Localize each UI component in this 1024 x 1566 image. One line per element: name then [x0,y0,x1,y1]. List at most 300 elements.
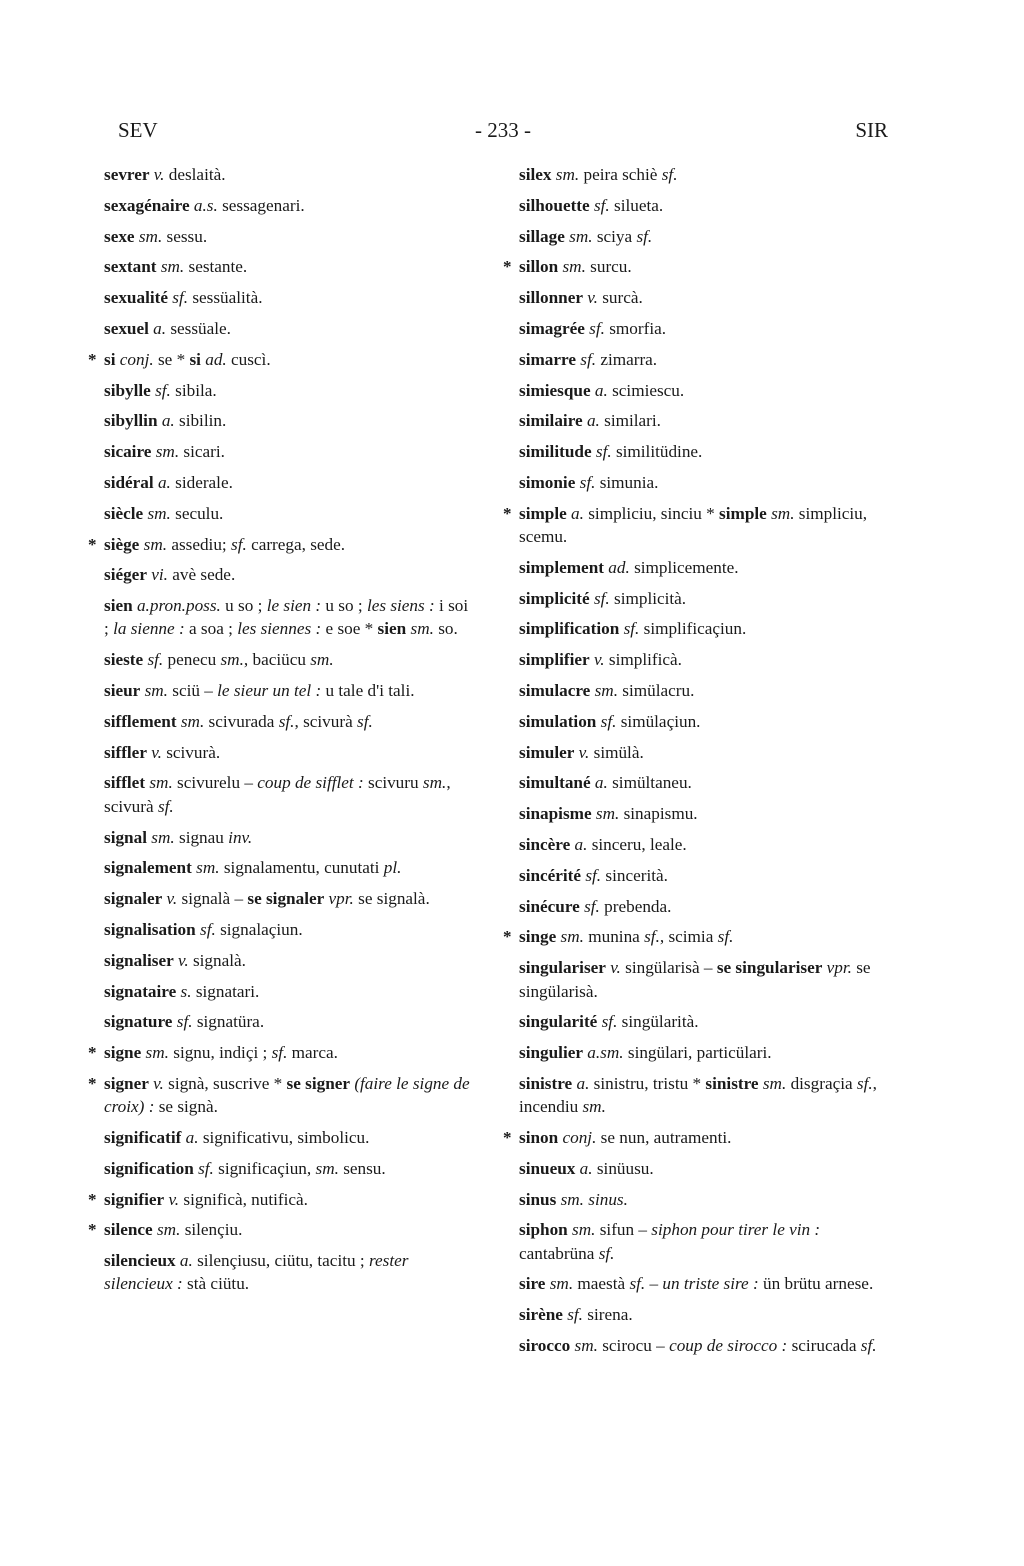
grammar-label: a. [590,773,608,793]
headword: sinon [519,1128,559,1147]
grammar-label: rester silencieux : [104,1251,409,1294]
dictionary-entry [503,679,895,702]
headword: sien [377,619,407,639]
translation-text: signu, indiçi ; [168,1043,272,1063]
translation-text: surcà. [597,288,643,308]
translation-text: singülari, particülari. [623,1043,772,1063]
headword: sifflement [104,711,177,731]
headword: simulacre [519,681,591,701]
dictionary-entry [503,617,895,640]
headword: sieste [104,650,144,670]
translation-text: avè sede. [167,565,236,585]
headword: sibylle [104,380,151,400]
grammar-label: sf. [581,865,602,885]
translation-text: scivurelu – [172,773,258,793]
grammar-label: sf. [636,226,653,246]
dictionary-entry [88,679,480,702]
grammar-label: sf. [357,711,373,731]
grammar-label: v. [149,165,165,184]
dictionary-entry [88,1010,480,1033]
translation-text: simültaneu. [607,773,692,793]
translation-text: sestante. [184,257,248,277]
headword: simplification [519,619,620,639]
dictionary-entry [503,1272,895,1295]
dictionary-entry [88,348,480,371]
dictionary-entry [503,1126,895,1149]
grammar-label: sm. [556,927,584,947]
grammar-label: inv. [228,827,253,847]
translation-text: cantabrüna [519,1243,599,1263]
headword: sire [519,1274,546,1294]
translation-text: simpliciu, sinciu * [583,503,720,523]
grammar-label: (faire le signe de croix) : [104,1073,470,1117]
headword: se signaler [247,889,325,909]
translation-text: so. [433,619,458,639]
translation-text: sensu. [338,1158,386,1178]
header-right-guideword: SIR [855,118,888,142]
dictionary-entry [503,502,895,549]
header-left-guideword: SEV [118,118,158,142]
grammar-label: a. [153,472,171,492]
translation-text: se nun, autramenti. [596,1128,732,1147]
grammar-label: sm. [406,619,434,639]
asterisk-marker: * [88,1073,97,1093]
translation-text: simplificà. [604,650,682,670]
grammar-label: vpr. [324,889,354,909]
grammar-label: sf. [143,650,164,670]
translation-text: ün brütu arnese. [758,1274,874,1294]
dictionary-entry [88,409,480,432]
grammar-label: sf. [629,1274,646,1294]
dictionary-entry [503,802,895,825]
translation-text: signau [174,827,229,847]
grammar-label: v. [146,742,162,762]
headword: sirocco [519,1336,571,1356]
dictionary-entry [503,1218,895,1265]
dictionary-entry [88,471,480,494]
translation-text: sinüusu. [592,1158,654,1178]
translation-text: scivuru [363,773,423,793]
translation-text: sibilin. [174,411,227,431]
grammar-label: les siens : [366,596,435,616]
grammar-label: sm. [151,442,180,462]
dictionary-entry [503,286,895,309]
asterisk-marker: * [88,1189,97,1209]
translation-text: sinapismu. [619,804,698,824]
dictionary-entry [88,1218,480,1241]
headword: simonie [519,472,576,492]
headword: singulariser [519,958,606,978]
translation-text: significà, nutificà. [179,1189,308,1209]
grammar-label: sm. [310,650,334,670]
translation-text: assediu; [167,534,231,554]
grammar-label: a. [181,1128,199,1147]
headword: simplement [519,557,604,577]
translation-text: – [645,1274,663,1294]
left-column [88,163,480,1303]
grammar-label: a. [566,503,584,523]
grammar-label: sm. sinus. [556,1189,628,1209]
grammar-label: a. [157,411,175,431]
translation-text: scirucada [787,1336,861,1356]
dictionary-entry [503,255,895,278]
dictionary-entry [503,194,895,217]
right-column [503,163,895,1365]
headword: siècle [104,503,144,523]
dictionary-entry [88,1126,480,1149]
translation-text: sibila. [170,380,217,400]
headword: siéger [104,565,147,585]
translation-text: marca. [287,1043,338,1063]
translation-text: u tale d'i tali. [321,681,415,701]
translation-text: sessagenari. [217,195,305,215]
translation-text: , incendiu [519,1073,877,1117]
grammar-label: sm. [766,503,795,523]
translation-text: simpliciu, scemu. [519,503,868,547]
grammar-label: sm. [139,534,168,554]
grammar-label: sf. [562,1305,583,1325]
dictionary-entry [88,771,480,818]
dictionary-entry [88,1157,480,1180]
grammar-label: sf. [589,588,610,608]
translation-text: sifun – [595,1220,652,1240]
headword: similaire [519,411,583,431]
headword: si [104,349,116,369]
translation-text: simplicità. [609,588,687,608]
grammar-label: siphon pour tirer le vin : [651,1220,821,1240]
grammar-label: a. [575,1158,593,1178]
dictionary-entry [503,833,895,856]
grammar-label: sf. [856,1073,873,1093]
translation-text: significaçiun, [213,1158,316,1178]
headword: simplicité [519,588,590,608]
translation-text: significativu, simbolicu. [198,1128,370,1147]
grammar-label: v. [173,950,189,970]
headword: sextant [104,257,157,277]
grammar-label: v. [162,889,178,909]
translation-text: u so ; [220,596,267,616]
grammar-label: a.s. [189,195,218,215]
dictionary-entry [88,317,480,340]
grammar-label: sm. [143,503,171,523]
grammar-label: v. [164,1189,180,1209]
headword: signaliser [104,950,174,970]
dictionary-entry [503,771,895,794]
grammar-label: sf. [591,442,612,462]
translation-text: signà, suscrive * [163,1073,287,1093]
grammar-label: v. [589,650,605,670]
grammar-label: sf. [644,927,660,947]
translation-text: siderale. [170,472,233,492]
dictionary-entry [88,648,480,671]
grammar-label: sf. [231,534,247,554]
dictionary-entry [503,864,895,887]
headword: simultané [519,773,591,793]
headword: simplifier [519,650,590,670]
grammar-label: coup de sirocco : [669,1336,788,1356]
dictionary-entry [503,440,895,463]
headword: sibyllin [104,411,158,431]
grammar-label: sm. [567,1220,596,1240]
grammar-label: sm. [220,650,244,670]
grammar-label: sf. [584,318,605,338]
grammar-label: sf. [271,1043,288,1063]
dictionary-entry [88,1041,480,1064]
headword: sexuel [104,318,149,338]
translation-text: sessu. [162,226,208,246]
headword: siphon [519,1220,568,1240]
headword: sidéral [104,472,154,492]
page-number: - 233 - [475,118,531,142]
headword: sexualité [104,288,168,308]
grammar-label: sm. [147,827,175,847]
translation-text: se signà. [154,1097,218,1117]
translation-text: penecu [163,650,221,670]
dictionary-entry [503,587,895,610]
headword: sinécure [519,896,580,916]
dictionary-entry [88,379,480,402]
grammar-label: a. [582,411,600,431]
grammar-label: a. [570,835,588,855]
translation-text: e soe * [321,619,378,639]
dictionary-entry [503,648,895,671]
headword: sinistre [519,1073,573,1093]
grammar-label: sm. [551,165,580,184]
translation-text: zimarra. [596,349,658,369]
dictionary-entry [503,956,895,1003]
translation-text: surcu. [585,257,632,277]
translation-text: cuscì. [226,349,271,369]
grammar-label: sm. [141,1043,169,1063]
grammar-label: conj. [115,349,154,369]
grammar-label: sm. [558,257,586,277]
headword: sinapisme [519,804,592,824]
headword: sincérité [519,865,582,885]
translation-text: simülaçiun. [616,711,701,731]
dictionary-entry [503,348,895,371]
headword: signer [104,1073,149,1093]
dictionary-entry [88,1249,480,1296]
asterisk-marker: * [88,349,97,369]
headword: simiesque [519,380,591,400]
grammar-label: sm. [591,804,620,824]
grammar-label: sf. [167,288,189,308]
headword: sirène [519,1305,563,1325]
dictionary-entry [88,163,480,186]
headword: simuler [519,742,575,762]
grammar-label: sf. [575,349,597,369]
grammar-label: a. [590,380,608,400]
dictionary-entry [503,1010,895,1033]
headword: sincère [519,835,571,855]
grammar-label: sf. [150,380,171,400]
dictionary-entry [88,440,480,463]
dictionary-entry [503,1157,895,1180]
dictionary-entry [88,563,480,586]
grammar-label: a.sm. [582,1043,624,1063]
grammar-label: sm. [570,1336,598,1356]
translation-text: se signalà. [353,889,430,909]
headword: siège [104,534,140,554]
headword: sifflet [104,773,146,793]
translation-text: scirocu – [597,1336,670,1356]
headword: silhouette [519,195,590,215]
dictionary-entry [88,856,480,879]
grammar-label: sm. [145,773,173,793]
dictionary-entry [503,225,895,248]
grammar-label: sf. [278,711,295,731]
headword: sillonner [519,288,583,308]
asterisk-marker: * [88,1220,97,1240]
translation-text: scivurà. [161,742,221,762]
grammar-label: sm. [156,257,185,277]
headword: singularité [519,1012,598,1032]
dictionary-entry [503,409,895,432]
translation-text: sicari. [179,442,225,462]
dictionary-entry [88,594,480,641]
grammar-label: sm. [140,681,168,701]
translation-text: munina [583,927,645,947]
translation-text: simülà. [589,742,644,762]
grammar-label: sm. [590,681,618,701]
headword: sevrer [104,165,150,184]
asterisk-marker: * [88,534,97,554]
translation-text: sessüalità. [188,288,263,308]
headword: singulier [519,1043,583,1063]
grammar-label: sm. [176,711,205,731]
translation-text: carrega, sede. [246,534,346,554]
grammar-label: a. [148,318,167,338]
headword: sexagénaire [104,195,190,215]
grammar-label: a. [175,1251,193,1271]
headword: signataire [104,981,177,1001]
headword: simulation [519,711,597,731]
dictionary-entry [88,980,480,1003]
translation-text: similitüdine. [611,442,703,462]
grammar-label: v. [148,1073,164,1093]
headword: signal [104,827,147,847]
grammar-label: la sienne : [113,619,185,639]
translation-text: sinceru, leale. [587,835,687,855]
grammar-label: vi. [146,565,168,585]
dictionary-entry [88,1188,480,1211]
dictionary-entry [88,533,480,556]
grammar-label: sm. [545,1274,574,1294]
grammar-label: coup de sifflet : [257,773,364,793]
headword: sillon [519,257,559,277]
dictionary-entry [503,317,895,340]
translation-text: sessüale. [166,318,231,338]
grammar-label: sf. [172,1012,193,1032]
grammar-label: sf. [619,619,640,639]
headword: sinueux [519,1158,576,1178]
grammar-label: conj. [558,1128,597,1147]
dictionary-entry [88,710,480,733]
translation-text: u so ; [321,596,367,616]
grammar-label: sf. [193,1158,214,1178]
dictionary-entry [503,556,895,579]
headword: sicaire [104,442,152,462]
translation-text: silueta. [609,195,664,215]
translation-text: se singülarisà. [519,958,871,1001]
translation-text: , scivurà [104,773,451,816]
translation-text: silençiusu, ciütu, tacitu ; [192,1251,369,1271]
headword: signifier [104,1189,165,1209]
translation-text: signalà. [188,950,246,970]
translation-text: sciya [592,226,637,246]
translation-text: sinistru, tristu * [589,1073,706,1093]
grammar-label: vpr. [822,958,852,978]
grammar-label: sm. [134,226,163,246]
grammar-label: sm. [191,858,220,878]
translation-text: sincerità. [601,865,668,885]
translation-text: signalà – [177,889,248,909]
grammar-label: les siennes : [237,619,322,639]
grammar-label: v. [582,288,598,308]
grammar-label: sf. [157,796,174,816]
grammar-label: s. [176,981,192,1001]
grammar-label: ad. [200,349,227,369]
headword: simagrée [519,318,585,338]
grammar-label: sf. [596,711,617,731]
translation-text: simplificaçiun. [639,619,747,639]
headword: singe [519,927,557,947]
grammar-label: un triste sire : [662,1274,759,1294]
translation-text: signalamentu, cunutati [219,858,384,878]
dictionary-entry [88,286,480,309]
headword: simarre [519,349,576,369]
headword: sexe [104,226,135,246]
grammar-label: v. [605,958,621,978]
translation-text: se * [153,349,190,369]
translation-text: stà ciütu. [182,1274,250,1294]
translation-text: simplicemente. [629,557,739,577]
grammar-label: sm. [422,773,447,793]
translation-text: singülarisà – [620,958,717,978]
translation-text: scivurada [204,711,279,731]
translation-text: sciü – [167,681,218,701]
translation-text: simülacru. [618,681,695,701]
dictionary-entry [503,741,895,764]
asterisk-marker: * [503,1128,512,1147]
dictionary-entry [503,471,895,494]
dictionary-entry [88,887,480,910]
dictionary-entry [503,710,895,733]
headword: sillage [519,226,565,246]
dictionary-entry [88,1072,480,1119]
headword: sieur [104,681,141,701]
dictionary-entry [88,255,480,278]
dictionary-entry [503,895,895,918]
headword: se signer [286,1073,351,1093]
translation-text: similari. [599,411,661,431]
headword: siffler [104,742,147,762]
grammar-label: sm. [564,226,593,246]
translation-text: , baciücu [243,650,311,670]
dictionary-entry [88,194,480,217]
dictionary-entry [503,1072,895,1119]
headword: sien [104,596,133,616]
grammar-label: le sien : [266,596,322,616]
translation-text: sirena. [582,1305,633,1325]
dictionary-entry [88,502,480,525]
translation-text: prebenda. [599,896,672,916]
grammar-label: a. [572,1073,590,1093]
asterisk-marker: * [503,927,512,947]
headword: signaler [104,889,163,909]
translation-text: disgraçia [786,1073,857,1093]
translation-text: deslaità. [164,165,226,184]
